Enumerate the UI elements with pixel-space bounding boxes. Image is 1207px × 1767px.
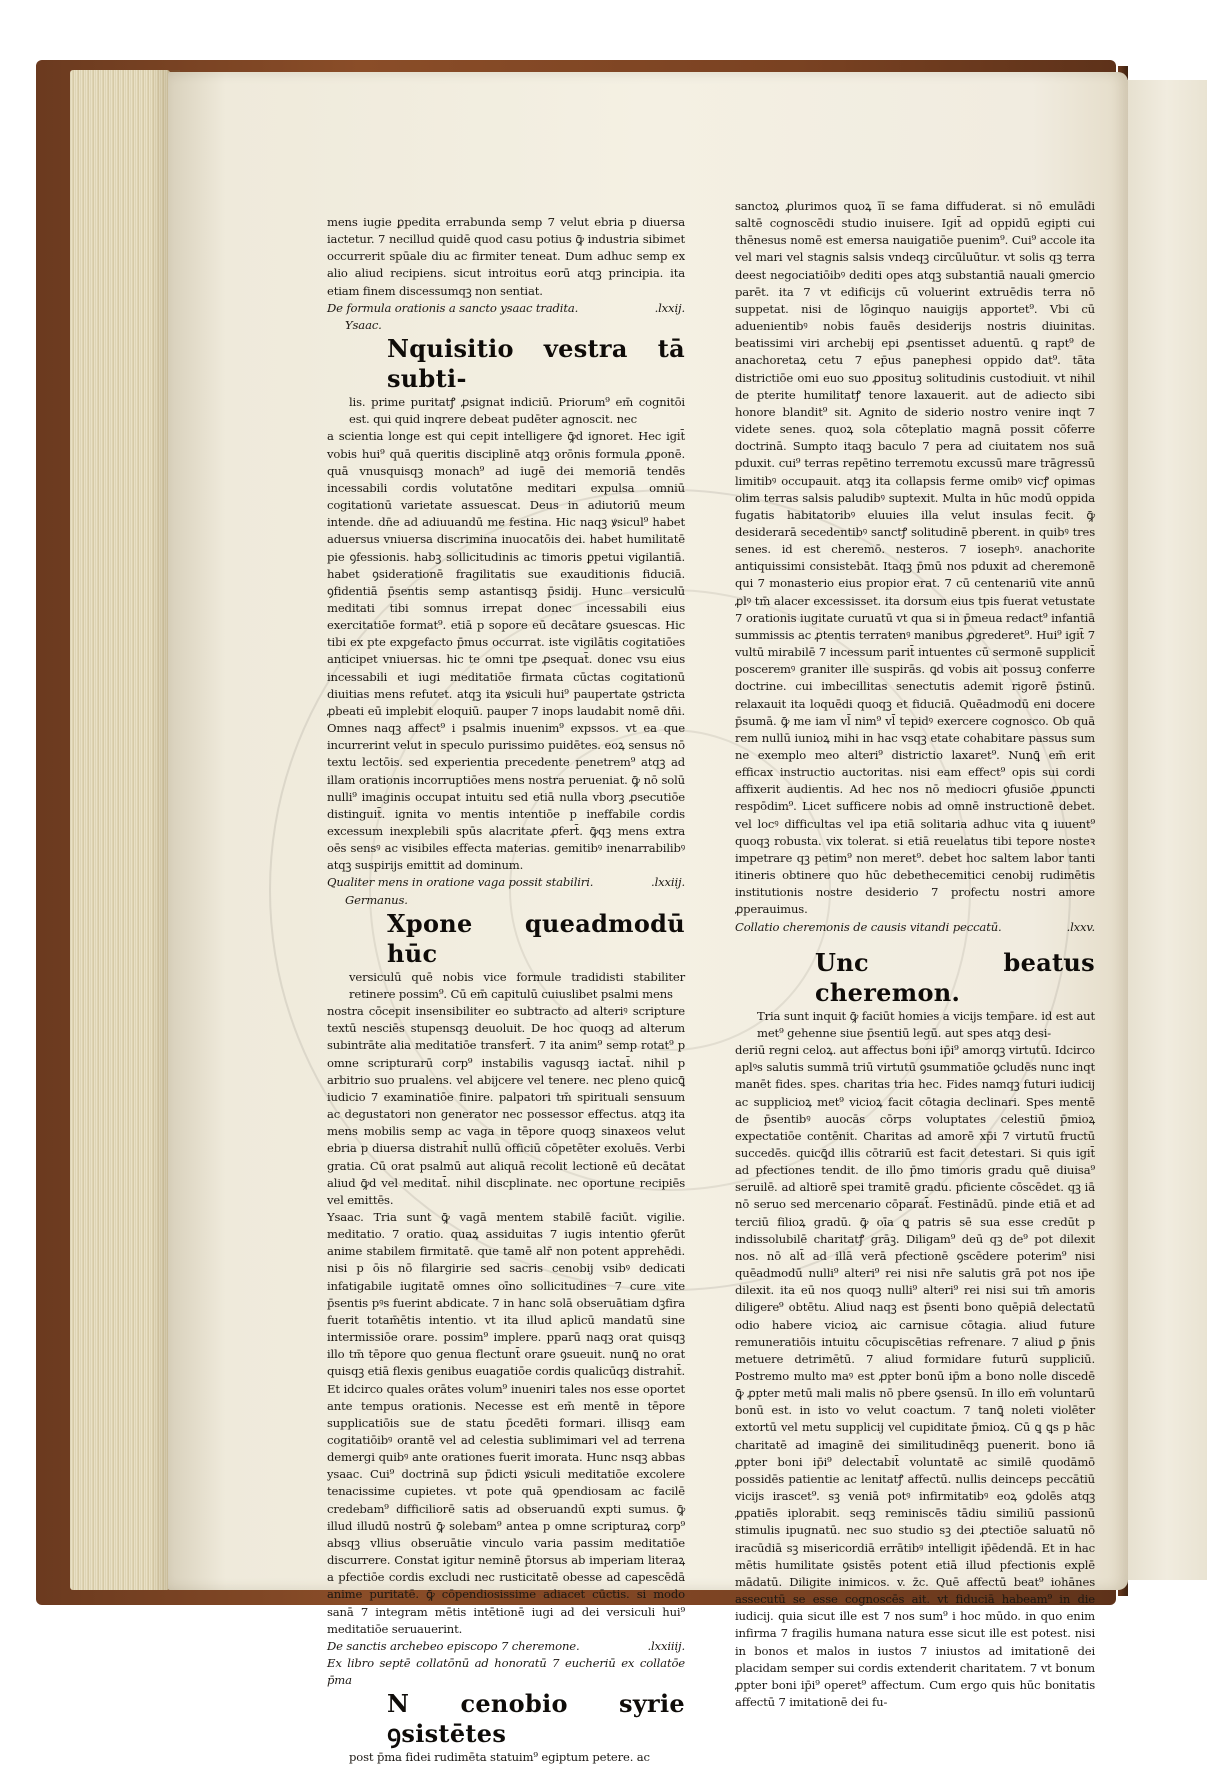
- incipit-heading: N cenobio syrie ꝯsistētes: [387, 1689, 685, 1749]
- incipit-heading: Nquisitio vestra tā subti-: [387, 334, 685, 394]
- chapter-number: .lxxij.: [654, 300, 685, 315]
- speaker-label: Germanus.: [345, 892, 408, 907]
- chapter-heading-text: Collatio cheremonis de causis vitandi peccatū.: [735, 919, 1002, 934]
- incipit-heading: Xpone queadmodū hūc: [387, 908, 685, 968]
- chapter-heading-lxxiii: [327, 874, 685, 891]
- chapter-heading-text: Qualiter mens in oratione vaga possit stabiliri.: [327, 875, 594, 890]
- facing-leaf: [1126, 80, 1207, 1580]
- right-paragraph-2-first-line: Tria sunt inquit ꝙ̄ faciūt homies a vicijs temp̄are. id est aut met⁹ gehenne siue p̄sentiū legū. aut spes atqꝫ desi-: [757, 1008, 1095, 1040]
- chapter-number: .lxxv.: [1066, 919, 1095, 934]
- left-paragraph-3: nostra cōcepit insensibiliter eo subtracto ad alteriꝰ scripture textū nesciēs stupensqꝫ deuoluit. De hoc quoqꝫ ad alterum subintrāte alia meditatiōe transfert̄. 7 ita anim⁹ semp rotat⁹ p omne scripturarū corp⁹ instabilis vagusqꝫ iactat̄. nihil p arbitrio suo prualens. vel abijcere vel tenere. nec pleno quicꝗ̄ iudicio 7 examinatiōe finire. palpatori tm̄ spirituali sensuum ac degustatori non generator nec possessor effectus. atqꝫ ita mens mobilis semp ac vaga in tēpore quoqꝫ sinaxeos velut ebria p diuersa distrahit̄ nullū officiū cōpetēter exoluēs. Verbi gratia. Cū orat psalmū aut aliquā recolit lectionē eū decātat aliud ꝙ̄d vel meditat̄. nihil discplinate. nec oportune recipiēs vel emittēs.: [327, 1004, 685, 1207]
- chapter-heading-text: De sanctis archebeo episcopo 7 cheremone.: [327, 1638, 580, 1653]
- source-rubric: Ex libro septē collatōnū ad honoratū 7 eucheriū ex collatōe p̄ma: [327, 1656, 685, 1688]
- left-paragraph-2: a scientia longe est qui cepit intelligere ꝙ̄d ignoret. Hec igit̄ vobis hui⁹ quā queritis disciplinē atqꝫ orōnis formula ꝓponē. quā vnusquisqꝫ monach⁹ ad iugē dei memoriā tendēs incessabili cordis volutatōne meditari expulsa omniū cogitationū varietate assuescat. Deus in adiutoriū meum intende. dn̄e ad adiuuandū me festina. Hic naqꝫ ꝟsicul⁹ habet aduersus vniuersa discrimina inuocatōis dei. habet humilitatē pie ꝯfessionis. habꝫ sollicitudinis ac timoris ꝑpetui vigilantiā. habet ꝯsiderationē fragilitatis sue exauditionis fiduciā. ꝯfidentiā p̄sentis semp astantisqꝫ p̄sidij. Hunc versiculū meditati tibi somnus irrepat donec incessabili eius exercitatiōe format⁹. etiā p sopore eū decātare ꝯsuescas. Hic tibi ex pte expgefacto p̄mus occurrat. iste vigilātis cogitatiōes anticipet vniuersas. hic te omni tpe ꝓsequat̄. donec vsu eius incessabili et iugi meditatiōe firmata cūctas cogitationū diuitias mens refutet. atqꝫ ita ꝟsiculi hui⁹ paupertate ꝯstricta ꝓbeati eū implebit eloquiū. pauper 7 inops laudabit nomē dn̄i. Omnes naqꝫ affect⁹ i psalmis inuenim⁹ expssos. vt ea que incurrerint velut in speculo purissimo puidētes. eoꝝ sensus nō textu lectōis. sed experientia precedente penetrem⁹ atqꝫ ad illam orationis incorruptiōes mens nostra perueniat. ꝙ̄ nō solū nulli⁹ imaginis occupat intuitu sed etiā nulla vborꝫ ꝓsecutiōe distinguit̄. ignita vo mentis intentiōe p ineffabile cordis excessum inexplebili spūs alacritate ꝓfert̄. ꝙ̄qꝫ mens extra oēs sensꝰ ac visibiles effecta materias. gemitibꝰ inenarrabilibꝰ atqꝫ suspirijs emittit ad dominum.: [327, 429, 685, 873]
- chapter-number: .lxxiiij.: [647, 1638, 685, 1653]
- left-paragraph-2-first-line: lis. prime puritatꝭ ꝓsignat indiciū. Priorum⁹ em̄ cognitōi est. qui quid inqrere debeat pudēter agnoscit. nec: [349, 395, 685, 427]
- right-paragraph-2: deriū regni celoꝝ. aut affectus boni ip̄i⁹ amorqꝫ virtutū. Idcirco aplꝰs salutis summā triū virtutū ꝯsummatiōe ꝯcludēs nunc inqt manēt fides. spes. charitas tria hec. Fides namqꝫ futuri iudicij ac supplicioꝝ met⁹ vicioꝝ facit cōtagia declinari. Spes mentē de p̄sentibꝰ auocās cōrps voluptates celestiū p̄mioꝝ expectatiōe contēnit. Charitas ad amorē xp̄i 7 virtutū fructū succedēs. quicꝗ̄d illis cōtrariū est facit detestari. Si quis igit̄ ad pfectiones tendit. de illo p̄mo timoris gradu quē diuisa⁹ seruilē. ad altiorē spei tramitē gradu. pficiente cōscēdet. qꝫ iā nō seruo sed mercenario cōparat̄. Festinādū. pinde etiā et ad terciū filioꝝ gradū. ꝙ̄ oīa ꝗ patris sē sua esse credūt p indissolubilē charitatꝭ grāꝫ. Diligam⁹ deū qꝫ de⁹ pot dilexit nos. nō alt̄ ad illā verā pfectionē ꝯscēdere poterim⁹ nisi quēadmodū nulli⁹ alteri⁹ rei nisi nr̄e salutis grā pot nos ip̄e dilexit. ita eū nos quoqꝫ nulli⁹ alteri⁹ rei nisi sui tm̄ amoris diligere⁹ obtētu. Aliud naqꝫ est p̄senti bono quēpiā delectatū odio habere vicioꝝ aic carnisue cōtagia. aliud future remuneratiōis intuitu cōcupiscētias refrenare. 7 aliud ꝑ p̄nis metuere detrimētū. 7 aliud formidare futurū suppliciū. Postremo multo maꝰ est ꝓpter bonū ip̄m a bono nolle discedē ꝙ̄ ꝓpter metū mali malis nō pbere ꝯsensū. In illo em̄ voluntarū bonū est. in isto vo velut coactum. 7 tanꝗ̄ noleti violēter extortū vel metu supplicij vel cupiditate p̄mioꝝ. Cū ꝗ ꝗs p hāc charitatē ad imaginē dei similitudinēqꝫ puenerit. bono iā ꝓpter boni ip̄i⁹ delectabit̄ voluntatē ac similē quodāmō possidēs patientie ac lenitatꝭ affectū. nullis deinceps peccātiū vicijs irascet⁹. sꝫ veniā potꝰ infirmitatibꝰ eoꝝ ꝯdolēs atqꝫ ꝓpatiēs iplorabit. seqꝫ reminiscēs tādiu similiū passionū stimulis ipugnatū. nec suo studio sꝫ dei ꝓtectiōe saluatū nō iracūdiā sꝫ misericordiā errātibꝰ intelligit ip̄ēdendā. Et in hac mētis humilitate ꝯsistēs potent etiā illud pfectionis explē mādatū. Diligite inimicos. v. z̄c. Quē affectū beat⁹ iohānes assecutū se esse cognoscēs ait. vt fiduciā habeam⁹ in die iudicij. quia sicut ille est 7 nos sum⁹ i hoc mūdo. in quo enim infirma 7 fragilis humana natura esse sicut ille est potest. nisi in bonos et malos in iustos 7 iniustos ad imitationē dei placidam semper sui cordis extenderit charitatem. 7 vt bonum ꝓpter boni ip̄i⁹ operet⁹ affectum. Cum ergo quis hūc bonitatis affectū 7 imitationē dei fu-: [735, 1043, 1095, 1709]
- chapter-heading-lxxiiii: [327, 1638, 685, 1655]
- chapter-number: .lxxiij.: [651, 875, 685, 890]
- right-paragraph-1: sanctoꝝ ꝓlurimos quoꝝ īī se fama diffuderat. si nō emulādi saltē cognoscēdi studio inuisere. Igit̄ ad oppidū egipti cui thēnesus nomē est emersa nauigatiōe puenim⁹. Cui⁹ accole ita vel mari vel stagnis salsis vndeqꝫ circūluūtur. vt solis qꝫ terra deest negociatiōibꝰ dediti opes atqꝫ substantiā nauali ꝯmercio parēt. ita 7 vt edificijs cū voluerint extruēdis terra nō suppetat. nisi de lōginquo nauigijs apportet⁹. Vbi cū aduenientibꝰ nobis fauēs desiderijs nostris diuinitas. beatissimi viri archebij epi ꝓsentisset aduentū. ꝗ rapt⁹ de anachoretaꝝ cetu 7 ep̄us panephesi oppido dat⁹. tāta districtiōe omi euo suo ꝓposituꝫ solitudinis custodiuit. vt nihil de pterite humilitatꝭ tenore laxauerit. aut de adiecto sibi honore blandit⁹ sit. Agnito de siderio nostro venire inqt 7 videte senes. quoꝝ sola cōteplatio magnā possit cōferre doctrinā. Sumpto itaqꝫ baculo 7 pera ad ciuitatem nos suā pduxit. cui⁹ terras repētino terremotu excussū mare trāgressū limitibꝰ occupauit. atqꝫ ita collapsis ferme omibꝰ vicꝭ opimas olim terras salsis paludibꝰ suptexit. Multa in hūc modū oppida fugatis habitatoribꝰ eluuies illa velut insulas fecit. ꝙ̄ desiderarā secedentibꝰ sanctꝭ solitudinē pberent. in quibꝰ tres senes. id est cheremō. nesteros. 7 iosephꝰ. anachorite antiquissimi consistebāt. Itaqꝫ p̄mū nos pduxit ad cheremonē qui 7 monasterio eius propior erat. 7 cū centenariū vite annū ꝓlꝰ tm̄ alacer excessisset. ita dorsum eius tpis fuerat vetustate 7 orationis iugitate curuatū vt qua si in p̄meua redact⁹ infantiā summissis ac ꝓtentis terratenꝰ manibus ꝓgrederet⁹. Hui⁹ igit̄ 7 vultū mirabilē 7 incessum parit̄ intuentes cū sermonē supplicit̄ posceremꝰ graniter ille suspirās. ꝗd vobis ait possuꝫ conferre doctrine. cui imbecillitas senectutis ademit rigorē p̄stinū. relaxauit ita loquēdi quoqꝫ et fiduciā. Quēadmodū eni docere p̄sumā. ꝙ̄ me iam vl̄ nim⁹ vl̄ tepidꝰ exercere cognosco. Ob quā rem nullū iunioꝝ mihi in hac vsqꝫ etate cohabitare passus sum ne exemplo meo alteri⁹ districtio laxaret⁹. Nunꝗ̄ em̄ erit efficax instructio auctoritas. nisi eam effect⁹ opis sui cordi affixerit audientis. Ad hec nos nō mediocri ꝯfusiōe ꝓpuncti respōdim⁹. Licet sufficere nobis ad omnē instructionē debet. vel locꝰ difficultas vel ipa etiā solitaria adhuc vita ꝗ iuuent⁹ quoqꝫ robusta. vix tolerat. si etiā reuelatus tibi tepore nosteꝛ impetrare qꝫ petim⁹ non meret⁹. debet hoc saltem labor tanti itineris obtinere quo hūc debethecemitici cenobij rudimētis institutionis nostre desiderio 7 profectu nostri amore ꝓperauimus.: [735, 199, 1095, 917]
- spacer: [735, 936, 1095, 948]
- left-paragraph-3b: Ysaac. Tria sunt ꝙ̄ vagā mentem stabilē faciūt. vigilie. meditatio. 7 oratio. quaꝝ assiduitas 7 iugis intentio ꝯferūt anime stabilem firmitatē. que tamē alr̄ non potent apprehēdi. nisi p ōis nō filargirie sed sacris cenobij vsibꝰ dedicati infatigabile iugitatē omnes oīno sollicitudines 7 cure vite p̄sentis pꝰs fuerint abdicate. 7 in hanc solā obseruātiam dꝫfira fuerit totam̄ētis intentio. vt ita illud aplicū mandatū sine intermissiōe orare. possim⁹ implere. pparū naqꝫ orat quisqꝫ illo tm̄ tēpore quo genua flectunt̄ orare ꝯsueuit. nunꝗ̄ no orat quisqꝫ etiā flexis genibus euagatiōe cordis qualicūqꝫ distrahit̄. Et idcirco quales orātes volum⁹ inueniri tales nos esse oportet ante tempus orationis. Necesse est em̄ mentē in tēpore supplicatiōis sue de statu p̄cedēti formari. illisqꝫ eam cogitatiōibꝰ orantē vel ad celestia sublimimari vel ad terrena demergi quibꝰ ante orationes fuerit imorata. Hunc nsqꝫ abbas ysaac. Cui⁹ doctrinā sup p̄dicti ꝟsiculi meditatiōe excolere tenacissime cupietes. vt pote quā ꝯpendiosam ac facilē credebam⁹ difficiliorē satis ad obseruandū expti sumus. ꝙ̄ illud illudū nostrū ꝙ̄ solebam⁹ antea p omne scripturaꝝ corp⁹ absqꝫ vllius obseruātie vinculo varia passim meditatiōe discurrere. Constat igitur neminē p̄torsus ab imperiam literaꝝ a pfectiōe cordis excludi nec rusticitatē obesse ad capescēdā anime puritatē. ꝙ̄ cōpendiosissime adiacet cūctis. si modo sanā 7 integram mētis intētionē iugi ad dei versiculi hui⁹ meditatiōe seruauerint.: [327, 1209, 685, 1636]
- left-text-column: [327, 214, 685, 1767]
- chapter-heading-lxxv: [735, 919, 1095, 936]
- left-paragraph-4-first-line: post p̄ma fidei rudimēta statuim⁹ egiptum petere. ac: [349, 1750, 650, 1765]
- chapter-heading-text: De formula orationis a sancto ysaac tradita.: [327, 300, 579, 315]
- speaker-label: Ysaac.: [345, 317, 382, 332]
- left-paragraph-1: mens iugie ꝑpedita errabunda semp 7 velut ebria p diuersa iactetur. 7 necillud quidē quod casu potius ꝙ̄ industria sibimet occurrerit spūale diu ac firmiter teneat. Dum adhuc semp ex alio aliud recipiens. sicut introitus eorū atqꝫ principia. ita etiam finem discessumqꝫ non sentiat.: [327, 215, 685, 298]
- right-text-column: [735, 198, 1095, 1711]
- chapter-heading-lxxii: [327, 300, 685, 317]
- incipit-heading: Unc beatus cheremon.: [815, 947, 1095, 1007]
- left-paragraph-3-first-line: versiculū quē nobis vice formule tradidisti stabiliter retinere possim⁹. Cū em̄ capitulū cuiuslibet psalmi mens: [349, 969, 685, 1001]
